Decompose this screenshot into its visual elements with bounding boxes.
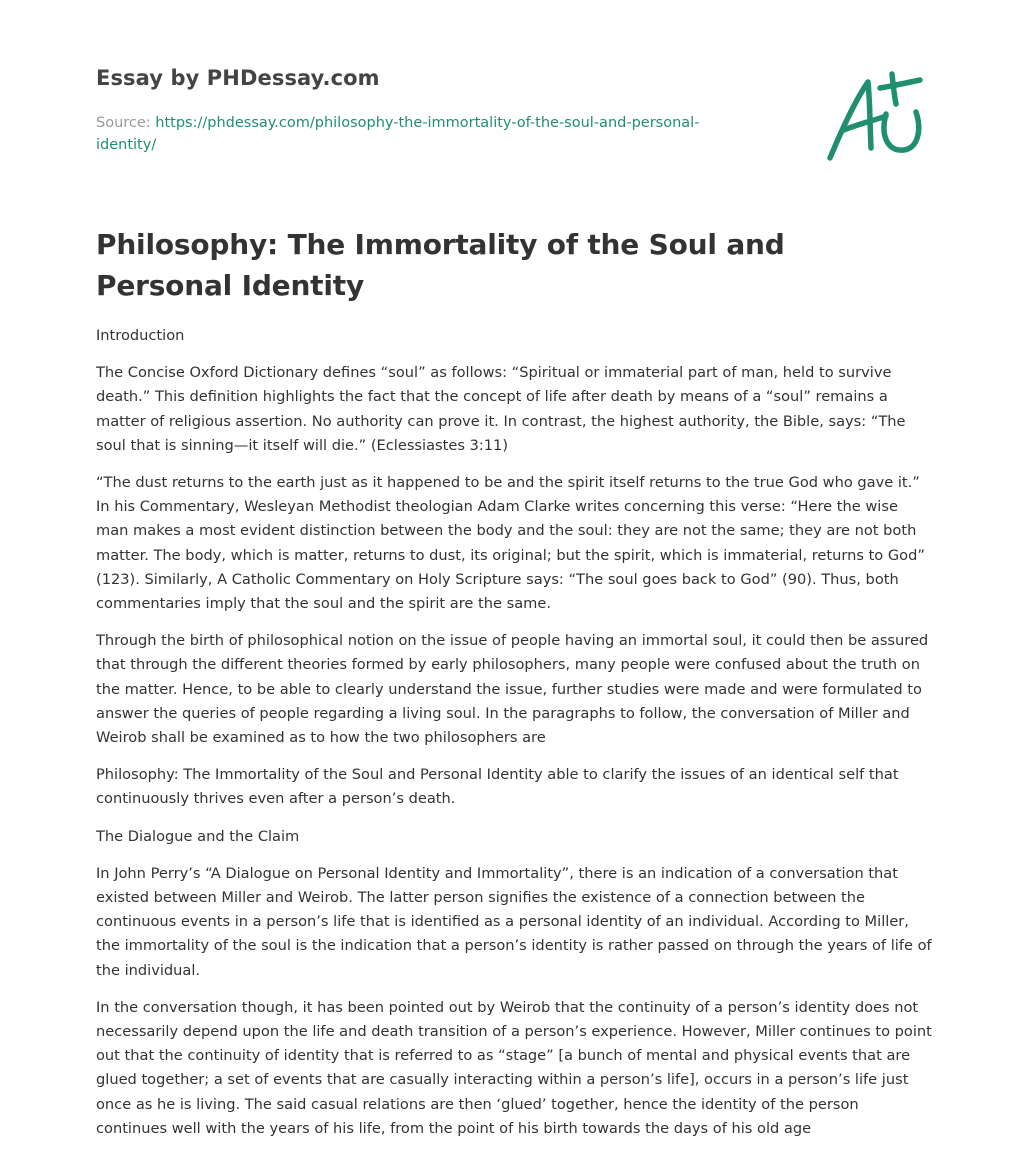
a-plus-logo-icon xyxy=(824,68,928,164)
document-page xyxy=(96,0,932,1137)
site-brand: Essay by PHDessay.com xyxy=(96,66,380,90)
body-paragraph: In John Perry’s “A Dialogue on Personal Identity and Immortality”, there is an indication of a conversation that existed between Miller and Weirob. The latter person signifies the existence of a connection between the continuous events in a person’s life that is identified as a personal identity of an individual. According to Miller, the immortality of the soul is the indication that a person’s identity is rather passed on through the years of life of the individual. xyxy=(96,864,932,979)
body-paragraph: Philosophy: The Immortality of the Soul and Personal Identity able to clarify the issues of an identical self that continuously thrives even after a person’s death. xyxy=(96,766,899,808)
source-label: Source: xyxy=(96,115,151,131)
body-paragraph: Through the birth of philosophical notion on the issue of people having an immortal soul, it could then be assured that through the different theories formed by early philosophers, many people were confused about the truth on the matter. Hence, to be able to clearly understand the issue, further studies were made and were formulated to answer the queries of people regarding a living soul. In the paragraphs to follow, the conversation of Miller and Weirob shall be examined as to how the two philosophers are xyxy=(96,632,929,747)
essay-title: Philosophy: The Immortality of the Soul and Personal Identity xyxy=(96,228,785,302)
section-heading-dialogue: The Dialogue and the Claim xyxy=(96,827,300,845)
body-paragraph: The Concise Oxford Dictionary defines “soul” as follows: “Spiritual or immaterial part of man, held to survive death.” This definition highlights the fact that the concept of life after death by means of a “soul” remains a matter of religious assertion. No authority can prove it. In contrast, the highest authority, the Bible, says: “The soul that is sinning—it itself will die.” (Eclessiastes 3:11) xyxy=(96,364,906,454)
source-link[interactable]: https://phdessay.com/philosophy-the-immortality-of-the-soul-and-personal-identity/ xyxy=(96,115,700,153)
essay-body xyxy=(96,324,932,1154)
body-paragraph: In the conversation though, it has been pointed out by Weirob that the continuity of a person’s identity does not necessarily depend upon the life and death transition of a person’s experience. However, Miller continues to point out that the continuity of identity that is referred to as “stage” [a bunch of mental and physical events that are glued together; a set of events that are casually interacting within a person’s life], occurs in a person’s life just once as he is living. The said casual relations are then ‘glued’ together, hence the identity of the person continues well with the years of his life, from the point of his birth towards the days of his old age xyxy=(96,998,932,1137)
document-header xyxy=(96,0,932,190)
source-line xyxy=(96,112,736,156)
body-paragraph: “The dust returns to the earth just as it happened to be and the spirit itself returns to the true God who gave it.” In his Commentary, Wesleyan Methodist theologian Adam Clarke writes concerning this verse: “Here the wise man makes a most evident distinction between the body and the soul: they are not the same; they are not both matter. The body, which is matter, returns to dust, its original; but the spirit, which is immaterial, returns to God” (123). Similarly, A Catholic Commentary on Holy Scripture says: “The soul goes back to God” (90). Thus, both commentaries imply that the soul and the spirit are the same. xyxy=(96,474,925,613)
section-heading-introduction: Introduction xyxy=(96,327,185,344)
